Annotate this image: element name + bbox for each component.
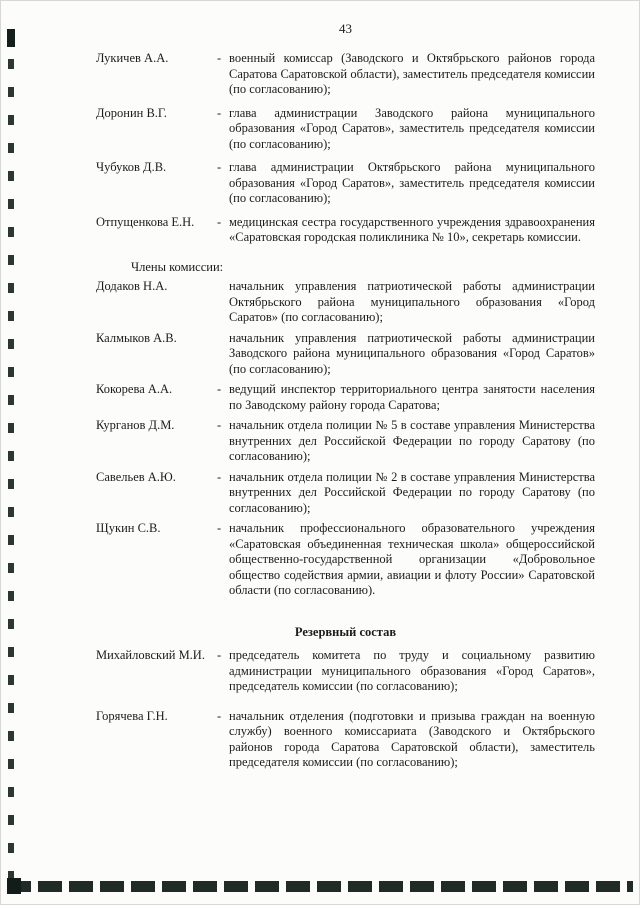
entry-name: Чубуков Д.В.	[96, 160, 167, 174]
entry-dash: -	[217, 51, 222, 65]
entry-row	[96, 470, 595, 517]
entry-text: начальник профессионального образовательного учреждения «Саратовская объединенная техническая школа» общероссийской общественно-государственной организации «Добровольное общество содействия армии, авиации и флоту России» Саратовской области (по согласованию).	[229, 521, 595, 597]
entry-name: Додаков Н.А.	[96, 279, 168, 293]
entry-row	[96, 648, 595, 695]
entry-dash: -	[217, 708, 222, 723]
entry-dash	[217, 279, 229, 326]
entry-text: глава администрации Октябрьского района муниципального образования «Город Саратов», заместитель председателя комиссии (по согласованию);	[229, 160, 595, 205]
entry-dash: -	[217, 382, 222, 396]
entry-name: Доронин В.Г.	[96, 105, 167, 120]
entry-name: Отпущенкова Е.Н.	[96, 214, 195, 229]
entry-text: начальник отдела полиции № 2 в составе управления Министерства внутренних дел Российской Федерации по городу Саратову (по согласованию);	[229, 469, 595, 515]
entry-row	[96, 331, 595, 378]
entry-name: Михайловский М.И.	[96, 648, 205, 662]
entry-text: начальник отделения (подготовки и призыва граждан на военную службу) военного комиссариата (Заводского и Октябрьского районов города Саратова Саратовской области), заместитель председателя комиссии (по согласованию);	[229, 708, 595, 769]
entry-row	[96, 279, 595, 326]
entry-row	[96, 160, 595, 207]
page-content	[96, 21, 595, 785]
entry-name: Калмыков А.В.	[96, 330, 177, 345]
entry-dash: -	[217, 160, 222, 174]
entry-row	[96, 521, 595, 599]
entry-name: Лукичев А.А.	[96, 51, 169, 65]
entry-dash: -	[217, 469, 222, 484]
entry-dash: -	[217, 521, 222, 535]
entry-text: начальник управления патриотической работы администрации Октябрьского района муниципального образования «Город Саратов» (по согласованию);	[229, 279, 595, 324]
entry-row	[96, 418, 595, 465]
entry-text: председатель комитета по труду и социальному развитию администрации муниципального образования «Город Саратов», председатель комиссии (по согласованию);	[229, 648, 595, 693]
entry-name: Щукин С.В.	[96, 521, 161, 535]
entry-dash: -	[217, 105, 222, 120]
reserve-section-heading: Резервный состав	[294, 624, 397, 639]
page-number: 43	[339, 21, 352, 36]
entry-row	[96, 106, 595, 153]
scan-artifact-top-left	[7, 29, 15, 47]
entry-row	[96, 382, 595, 413]
scan-artifact-left-edge	[8, 31, 14, 880]
entry-name: Горячева Г.Н.	[96, 708, 168, 723]
entry-text: начальник управления патриотической работы администрации Заводского района муниципального образования «Город Саратов» (по согласованию);	[229, 330, 595, 376]
entry-text: военный комиссар (Заводского и Октябрьского районов города Саратова Саратовской области), заместитель председателя комиссии (по согласованию);	[229, 51, 595, 96]
entry-row	[96, 215, 595, 246]
entry-row	[96, 709, 595, 771]
entry-dash: -	[217, 418, 222, 432]
entry-dash	[217, 331, 229, 378]
scan-artifact-bottom-left	[7, 878, 21, 894]
entry-text: глава администрации Заводского района муниципального образования «Город Саратов», заместитель председателя комиссии (по согласованию);	[229, 105, 595, 151]
entry-text: начальник отдела полиции № 5 в составе управления Министерства внутренних дел Российской Федерации по городу Саратову (по согласованию);	[229, 418, 595, 463]
members-section-heading: Члены комиссии:	[131, 259, 224, 274]
entry-name: Савельев А.Ю.	[96, 469, 176, 484]
entry-text: медицинская сестра государственного учреждения здравоохранения «Саратовская городская поликлиника № 10», секретарь комиссии.	[229, 214, 595, 244]
entry-text: ведущий инспектор территориального центра занятости населения по Заводскому району города Саратова;	[229, 382, 595, 412]
entry-dash: -	[217, 648, 222, 662]
entry-name: Курганов Д.М.	[96, 418, 175, 432]
entry-dash: -	[217, 214, 222, 229]
scan-artifact-bottom-edge	[7, 881, 633, 892]
entry-name: Кокорева А.А.	[96, 382, 173, 396]
entry-row	[96, 51, 595, 98]
